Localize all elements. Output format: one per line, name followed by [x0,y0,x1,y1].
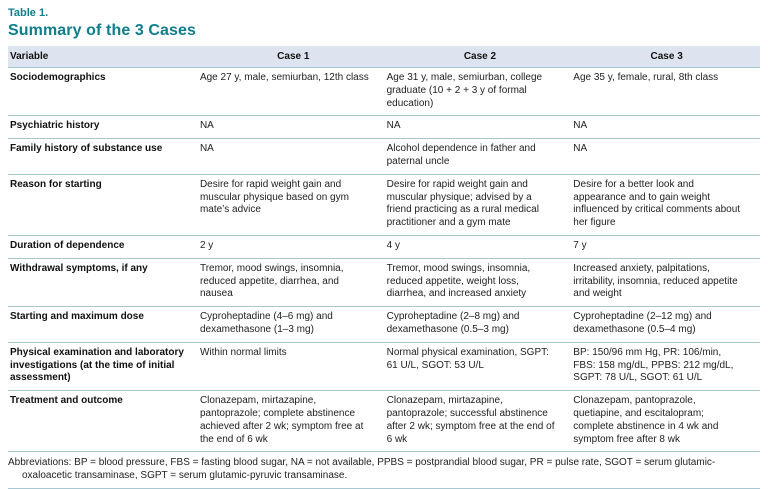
variable-cell: Psychiatric history [8,116,200,139]
table-row-physical-examination [8,342,760,390]
case2-cell: Normal physical examination, SGPT: 61 U/L, SGOT: 53 U/L [387,342,574,390]
case1-cell: Clonazepam, mirtazapine, pantoprazole; complete abstinence achieved after 2 wk; symptom free at the end of 6 wk [200,391,387,452]
case3-cell: NA [573,116,760,139]
cases-table [8,46,760,452]
case3-cell: Desire for a better look and appearance and to gain weight influenced by critical comments about her figure [573,174,760,235]
case2-cell: NA [387,116,574,139]
case3-cell: Increased anxiety, palpitations, irritability, insomnia, reduced appetite and weight [573,258,760,306]
case1-cell: Age 27 y, male, semiurban, 12th class [200,68,387,116]
case3-cell: Cyproheptadine (2–12 mg) and dexamethasone (0.5–4 mg) [573,307,760,343]
case3-cell: NA [573,139,760,175]
case2-cell: Cyproheptadine (2–8 mg) and dexamethasone (0.5–3 mg) [387,307,574,343]
table-row-starting-maximum-dose [8,307,760,343]
header-row [8,46,760,68]
paper-table-page [8,7,760,489]
case1-cell: NA [200,139,387,175]
table-row-family-history [8,139,760,175]
case1-cell: 2 y [200,235,387,258]
case3-cell: Age 35 y, female, rural, 8th class [573,68,760,116]
case2-cell: Age 31 y, male, semiurban, college graduate (10 + 2 + 3 y of formal education) [387,68,574,116]
table-row-reason-for-starting [8,174,760,235]
table-title: Summary of the 3 Cases [8,22,197,39]
case2-cell: 4 y [387,235,574,258]
case1-cell: Cyproheptadine (4–6 mg) and dexamethasone (1–3 mg) [200,307,387,343]
column-header-variable: Variable [8,46,200,68]
case2-cell: Clonazepam, mirtazapine, pantoprazole; successful abstinence after 2 wk; symptom free at the end of 6 wk [387,391,574,452]
table-row-treatment-outcome [8,391,760,452]
column-header-case1: Case 1 [200,46,387,68]
case1-cell: Tremor, mood swings, insomnia, reduced appetite, diarrhea, and nausea [200,258,387,306]
table-row-duration-of-dependence [8,235,760,258]
case2-cell: Tremor, mood swings, insomnia, reduced appetite, weight loss, diarrhea, and increased anxiety [387,258,574,306]
variable-cell: Sociodemographics [8,68,200,116]
case3-cell: 7 y [573,235,760,258]
table-row-withdrawal-symptoms [8,258,760,306]
case3-cell: Clonazepam, pantoprazole, quetiapine, and escitalopram; complete abstinence in 4 wk and symptom free after 8 wk [573,391,760,452]
case1-cell: NA [200,116,387,139]
variable-cell: Starting and maximum dose [8,307,200,343]
case3-cell: BP: 150/96 mm Hg, PR: 106/min, FBS: 158 mg/dL, PPBS: 212 mg/dL, SGPT: 78 U/L, SGOT: 61 U/L [573,342,760,390]
variable-cell: Reason for starting [8,174,200,235]
variable-cell: Physical examination and laboratory investigations (at the time of initial assessment) [8,342,200,390]
variable-cell: Family history of substance use [8,139,200,175]
variable-cell: Duration of dependence [8,235,200,258]
variable-cell: Treatment and outcome [8,391,200,452]
case2-cell: Desire for rapid weight gain and muscular physique; advised by a friend practicing as a rural medical practitioner and a gym mate [387,174,574,235]
table-row-psychiatric-history [8,116,760,139]
case1-cell: Desire for rapid weight gain and muscular physique based on gym mate’s advice [200,174,387,235]
table-label: Table 1. [8,7,49,19]
case2-cell: Alcohol dependence in father and paternal uncle [387,139,574,175]
abbreviations-footnote: Abbreviations: BP = blood pressure, FBS = fasting blood sugar, NA = not available, PPBS = postprandial blood sugar, PR = pulse rate, SGOT = serum glutamic-oxaloacetic transaminase, SGPT = serum glutamic-pyruvic transaminase. [8,456,760,489]
column-header-case3: Case 3 [573,46,760,68]
column-header-case2: Case 2 [387,46,574,68]
variable-cell: Withdrawal symptoms, if any [8,258,200,306]
case1-cell: Within normal limits [200,342,387,390]
table-row-sociodemographics [8,68,760,116]
